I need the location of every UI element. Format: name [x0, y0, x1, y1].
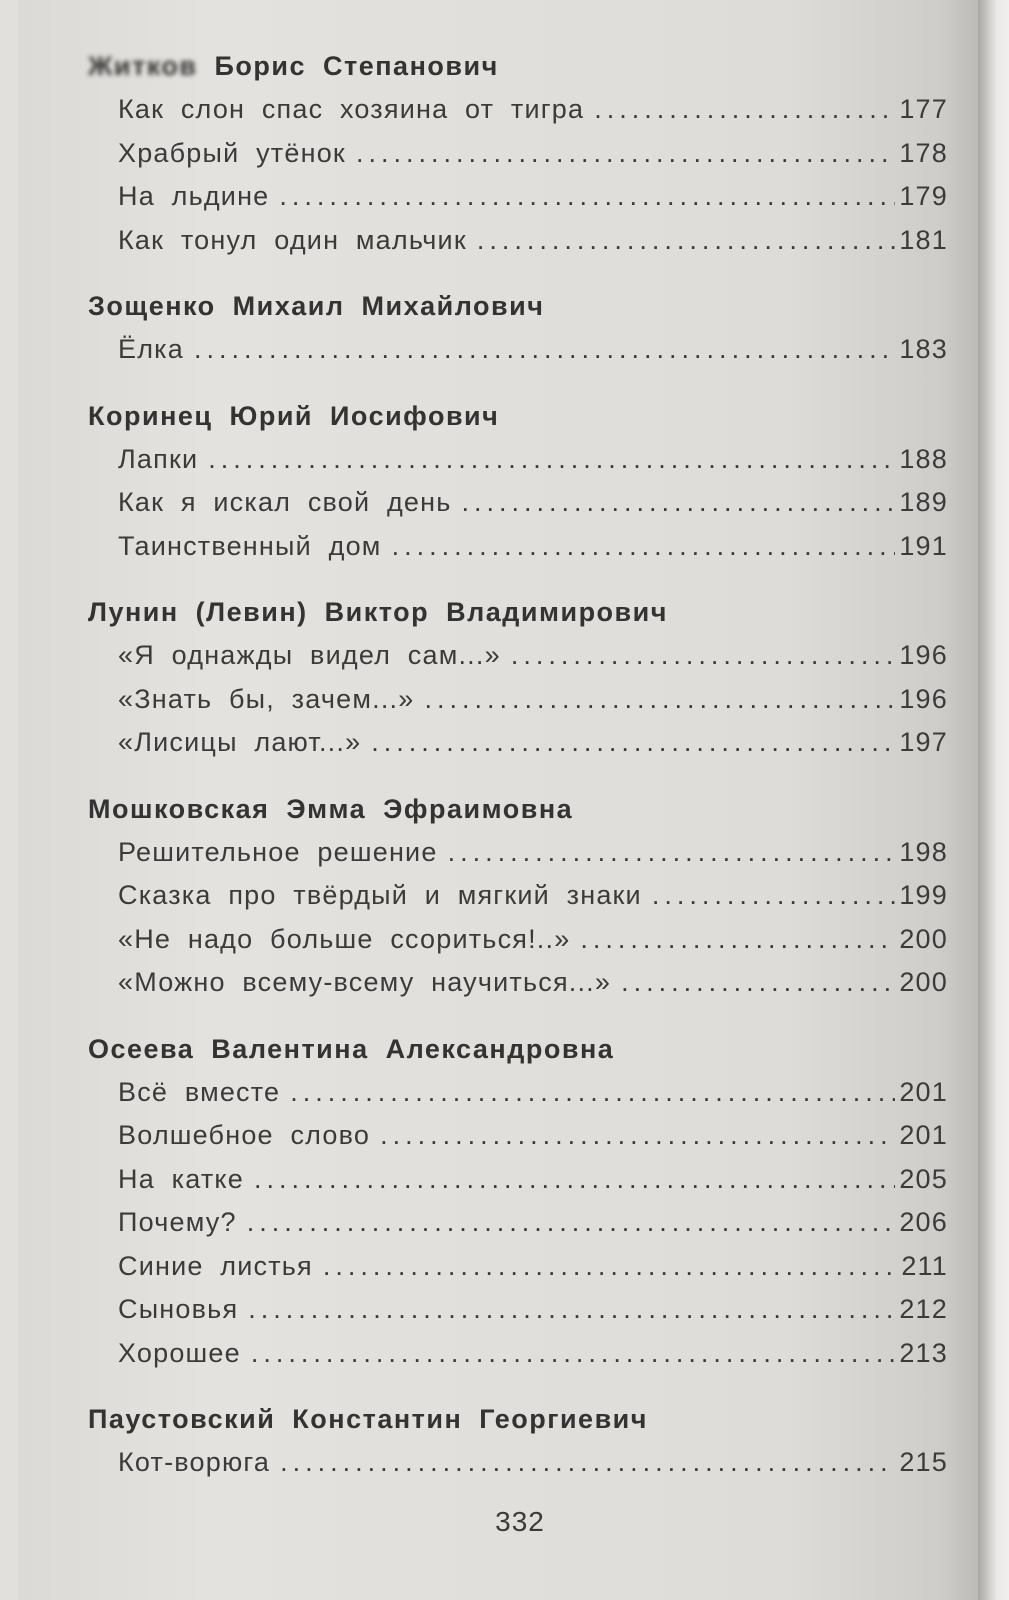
entry-title: «Я однажды видел сам...» [118, 640, 501, 670]
toc-entry[interactable] [88, 88, 948, 132]
author-section [88, 1397, 948, 1485]
entry-page: 196 [899, 640, 948, 670]
entry-page: 205 [899, 1163, 948, 1194]
entry-title: Храбрый утёнок [118, 137, 346, 168]
dot-leader [392, 525, 896, 569]
entry-page: 178 [899, 137, 948, 168]
dot-leader [511, 634, 896, 678]
author-heading [88, 590, 948, 634]
author-name: Паустовский Константин Георгиевич [88, 1404, 648, 1434]
entry-title: Хорошее [118, 1337, 241, 1368]
entry-title: «Не надо больше ссориться!..» [118, 923, 571, 954]
toc-entry[interactable] [88, 874, 948, 918]
toc-entry[interactable] [88, 721, 948, 765]
dot-leader [448, 831, 896, 875]
entry-title: Всё вместе [118, 1076, 281, 1107]
author-heading [88, 787, 948, 831]
entry-page: 197 [899, 727, 948, 757]
page-number: 332 [495, 1506, 545, 1537]
entry-title: Как тонул один мальчик [118, 224, 467, 255]
entry-page: 213 [899, 1337, 948, 1368]
entry-title: Кот-ворюга [118, 1447, 271, 1477]
entry-page: 200 [899, 967, 948, 997]
author-heading [88, 284, 948, 328]
author-section [88, 787, 948, 1005]
author-name: Осеева Валентина Александровна [88, 1033, 615, 1064]
dot-leader [208, 438, 895, 482]
page-edge [978, 0, 1009, 1600]
author-heading [88, 394, 948, 438]
dot-leader [290, 1071, 895, 1115]
dot-leader [323, 1245, 897, 1289]
toc-entry[interactable] [88, 961, 948, 1005]
dot-leader [580, 918, 895, 962]
entry-page: 196 [899, 683, 948, 714]
entry-page: 188 [899, 443, 948, 474]
author-section [88, 1027, 948, 1376]
toc-entry[interactable] [88, 1158, 948, 1202]
toc-entry[interactable] [88, 481, 948, 525]
entry-title: На катке [118, 1163, 244, 1194]
dot-leader [248, 1288, 895, 1332]
toc-entry[interactable] [88, 328, 948, 372]
toc-entry[interactable] [88, 438, 948, 482]
entry-page: 181 [899, 224, 948, 255]
entry-title: Как я искал свой день [118, 487, 452, 517]
author-heading [88, 1027, 948, 1071]
toc-entry[interactable] [88, 1441, 948, 1485]
author-name: Зощенко Михаил Михайлович [88, 291, 545, 321]
toc-entry[interactable] [88, 1071, 948, 1115]
entry-page: 215 [899, 1447, 948, 1477]
author-name: Коринец Юрий Иосифович [88, 400, 500, 431]
toc-entry[interactable] [88, 1288, 948, 1332]
table-of-contents [88, 44, 948, 1485]
entry-title: На льдине [118, 181, 270, 211]
dot-leader [477, 219, 896, 263]
entry-page: 201 [899, 1120, 948, 1150]
dot-leader [280, 1441, 895, 1485]
entry-title: Решительное решение [118, 836, 438, 867]
toc-entry[interactable] [88, 1332, 948, 1376]
entry-title: Синие листья [118, 1250, 313, 1281]
dot-leader [279, 175, 895, 219]
dot-leader [652, 874, 896, 918]
author-heading [88, 44, 948, 88]
entry-page: 191 [899, 530, 948, 561]
entry-page: 199 [899, 880, 948, 910]
entry-title: Ёлка [118, 334, 184, 364]
author-section [88, 44, 948, 262]
entry-page: 183 [899, 334, 948, 364]
dot-leader [424, 678, 895, 722]
entry-title: Сыновья [118, 1294, 239, 1324]
toc-entry[interactable] [88, 1201, 948, 1245]
toc-entry[interactable] [88, 132, 948, 176]
toc-entry[interactable] [88, 219, 948, 263]
dot-leader [194, 328, 895, 372]
entry-page: 179 [899, 181, 948, 211]
dot-leader [462, 481, 896, 525]
dot-leader [594, 88, 895, 132]
dot-leader [254, 1158, 895, 1202]
entry-page: 206 [899, 1207, 948, 1237]
toc-entry[interactable] [88, 175, 948, 219]
toc-entry[interactable] [88, 918, 948, 962]
toc-entry[interactable] [88, 525, 948, 569]
toc-entry[interactable] [88, 831, 948, 875]
author-section [88, 394, 948, 569]
entry-page: 211 [901, 1250, 948, 1281]
entry-title: «Лисицы лают...» [118, 727, 362, 757]
dot-leader [371, 721, 895, 765]
author-name: Мошковская Эмма Эфраимовна [88, 793, 574, 824]
entry-page: 200 [899, 923, 948, 954]
entry-title: Таинственный дом [118, 530, 382, 561]
author-section [88, 590, 948, 765]
obscured-surname: Житков [88, 51, 198, 81]
toc-entry[interactable] [88, 1245, 948, 1289]
entry-title: «Можно всему-всему научиться...» [118, 967, 612, 997]
toc-entry[interactable] [88, 634, 948, 678]
entry-page: 201 [899, 1076, 948, 1107]
entry-page: 198 [899, 836, 948, 867]
dot-leader [356, 132, 895, 176]
author-name: Лунин (Левин) Виктор Владимирович [88, 597, 668, 627]
dot-leader [251, 1332, 895, 1376]
author-heading [88, 1397, 948, 1441]
dot-leader [380, 1114, 895, 1158]
entry-title: Сказка про твёрдый и мягкий знаки [118, 880, 642, 910]
entry-title: Как слон спас хозяина от тигра [118, 94, 585, 124]
dot-leader [621, 961, 895, 1005]
entry-page: 177 [899, 94, 948, 124]
entry-title: Волшебное слово [118, 1120, 371, 1150]
entry-title: Лапки [118, 443, 199, 474]
entry-title: Почему? [118, 1207, 237, 1237]
entry-page: 212 [899, 1294, 948, 1324]
toc-entry[interactable] [88, 1114, 948, 1158]
entry-page: 189 [899, 487, 948, 517]
entry-title: «Знать бы, зачем...» [118, 683, 415, 714]
author-name: Борис Степанович [214, 51, 499, 81]
dot-leader [247, 1201, 896, 1245]
author-section [88, 284, 948, 372]
toc-entry[interactable] [88, 678, 948, 722]
